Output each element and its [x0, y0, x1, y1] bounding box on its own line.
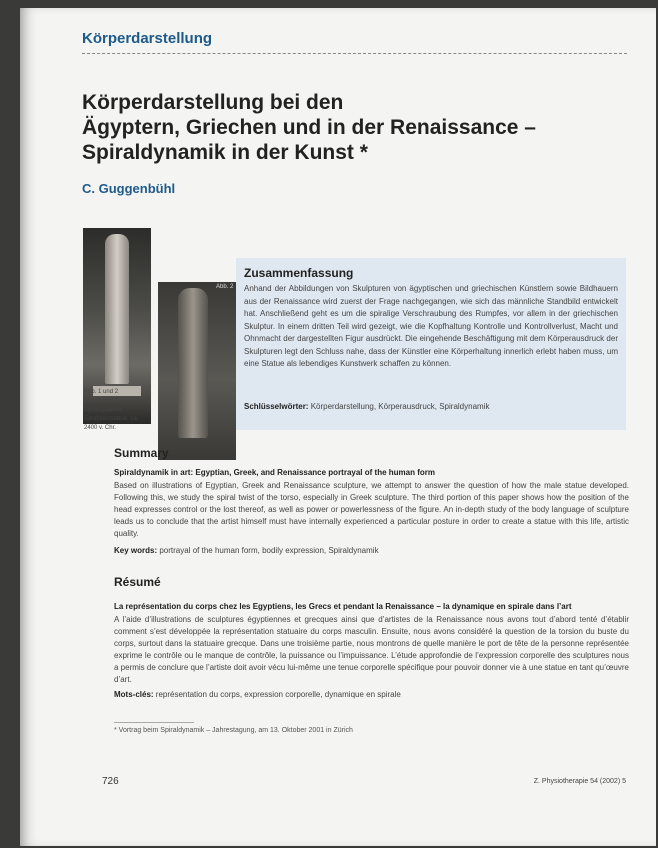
summary-text: Based on illustrations of Egyptian, Greek and Renaissance sculpture, we attempt to answer the question of how the male statue developed. Following this, we study the spiral twist of the torso, especially in Greek sculpture. The third portion of this paper shows how the position of the head expresses control or the lost thereof, as well as power or powerlessness of the figure. An in-depth study of the body language of sculpture leads us to conclude that the artist himself must have internally experienced a particular posture in order to create a statue with this life, artistic quality.	[114, 481, 629, 538]
running-header: Körperdarstellung	[82, 30, 213, 47]
title-line: Ägyptern, Griechen und in der Renaissance –	[82, 116, 536, 139]
summary-title: Summary	[114, 446, 169, 460]
resume-subtitle: La représentation du corps chez les Egyptiens, les Grecs et pendant la Renaissance – la dynamique en spirale dans l’art	[114, 602, 572, 611]
summary-keywords	[114, 546, 629, 555]
zusammenfassung-keywords	[244, 402, 618, 411]
footnote-rule	[114, 722, 194, 723]
author: C. Guggenbühl	[82, 181, 176, 196]
keywords-label: Mots-clés:	[114, 690, 154, 699]
statue-photo-2	[158, 282, 236, 460]
keywords-label: Schlüsselwörter:	[244, 402, 309, 411]
zusammenfassung-text: Anhand der Abbildungen von Skulpturen von ägyptischen und griechischen Künstlern sowie Bildhauern aus der Renaissance wird zuerst der Frage nachgegangen, wie sich das männliche Standbild entwickelt hat. Anschließend geht es um die spiralige Verschraubung des Rumpfes, vor allem in der griechischen Skulptur. In einem dritten Teil wird gezeigt, wie die Kopfhaltung Kontrolle und Kontrollverlust, Macht und Ohnmacht der dargestellten Figur ausdrückt. Die eingehende Beschäftigung mit dem Körperausdruck der Skulpturen legt den Schluss nahe, dass der Künstler eine Körperhaltung innerlich erlebt haben muss, um eine Statue als lebendiges Kunstwerk schaffen zu können.	[244, 284, 618, 368]
keywords-value: Körperdarstellung, Körperausdruck, Spiraldynamik	[310, 402, 490, 411]
footnote: * Vortrag beim Spiraldynamik – Jahrestagung, am 13. Oktober 2001 in Zürich	[114, 727, 353, 734]
title-line: Spiraldynamik in der Kunst *	[82, 141, 368, 164]
summary-subtitle: Spiraldynamik in art: Egyptian, Greek, and Renaissance portrayal of the human form	[114, 468, 435, 477]
keywords-value: portrayal of the human form, bodily expression, Spiraldynamik	[159, 546, 379, 555]
statue-figure	[178, 288, 208, 438]
header-rule	[82, 53, 627, 54]
statue-figure	[105, 234, 129, 384]
title-line: Körperdarstellung bei den	[82, 91, 344, 114]
resume-keywords	[114, 690, 629, 699]
resume-title: Résumé	[114, 575, 161, 589]
journal-reference: Z. Physiotherapie 54 (2002) 5	[533, 778, 626, 785]
figure-label: Abb. 2	[216, 284, 234, 290]
resume-text: A l’aide d’illustrations de sculptures égyptiennes et grecques ainsi que d’artistes de la Renaissance nous avons tout d’abord tenté d’établir comment s’est développée la représentation statuaire du corps masculin. Ensuite, nous avons considéré la question de la torsion du buste du corps, surtout dans la statuaire grecque. Dans une troisième partie, nous montrons de quelle manière le port de tête de la personne représentée exprime le contrôle ou le manque de contrôle, la puissance ou l’impuissance. L’étude approfondie de l’expression corporelle des sculptures nous a permis de conclure que l’artiste doit avoir vécu lui-même une tenue corporelle spécifique pour pouvoir donner vie à une statue en tant qu’œuvre d’art.	[114, 615, 629, 684]
article-title	[82, 90, 592, 165]
keywords-value: représentation du corps, expression corporelle, dynamique en spirale	[155, 690, 401, 699]
figure-caption: Abb. 1 und 2 Ägyptische Spiraldynamik, Sandsteinstatue, ca. 2400 v. Chr.	[84, 389, 139, 431]
page-number: 726	[102, 776, 119, 787]
keywords-label: Key words:	[114, 546, 158, 555]
zusammenfassung-title: Zusammenfassung	[244, 266, 354, 280]
